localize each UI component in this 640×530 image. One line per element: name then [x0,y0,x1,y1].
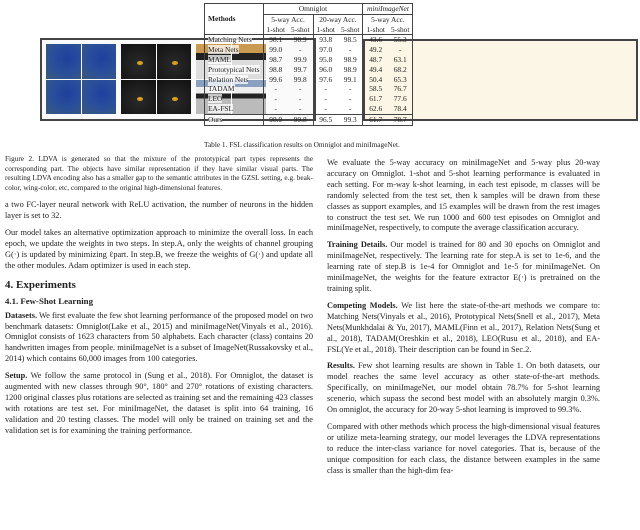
value-cell: 99.0 [269,45,283,55]
value-cell: 98.8 [269,64,283,74]
figure-caption: Figure 2. LDVA is generated so that the mixture of the prototypical part types represents the corresponding part. The objects have similar representation if they have similar visual parts. The resulting LDVA encoding also has a smaller gap to the semantic attributes in the GZSL setting, e.g. beak-color, wing-color, etc, compared to the original high-dimensional features. [5,154,313,192]
method-cell-wrap [205,75,264,85]
table-row [205,55,413,65]
value-cell: 99.8 [288,75,313,85]
method-cell: MAML [208,54,231,64]
value-cell: 76.7 [393,84,407,94]
method-cell-wrap [205,55,264,65]
value-cell: 93.8 [319,35,333,45]
text: We list here the state-of-the-art methods we compare to: Matching Nets(Vinyals et al., 2016), Prototypical Nets(Snell et al., 2017), Meta Nets(Munkhdalai & Yu, 2017), MAML(Finn et al., 2017), Relation Nets(Sung et al., 2018), TADAM(Oreshkin et al., 2018), LEO(Rusu et al., 2018), and EA-FSL(Ye et al., 2018). Their description can be found in Sec.2. [327,300,601,354]
subsection-heading: 4.1. Few-Shot Learning [5,295,93,306]
value-cell: 48.7 [369,54,383,64]
value-cell: 98.1 [269,35,283,45]
value-cell: - [324,103,327,113]
text: We first evaluate the few shot learning performance of the proposed model on two benchmark datasets: Omniglot(Lake et al., 2015) and miniImageNet(Vinyals et al., 2016). Omniglot consists of 1623 characters from 50 alphabets. Each character (class) contains 20 handwritten images from people. miniImageNet is a subset of ImageNet(Russakovsky et al., 2014) which contains 60,000 images from 100 categories. [5,310,313,364]
table-row [205,114,413,125]
value-cell: - [338,45,363,55]
method-cell-wrap [205,45,264,55]
table-row [205,45,413,55]
value-cell: - [324,84,327,94]
method-cell: TADAM [208,84,235,94]
value-cell: 99.1 [338,75,363,85]
run-in-heading: Setup. [5,371,28,381]
value-cell: 98.9 [269,114,283,124]
value-cell: 96.5 [319,114,333,124]
method-cell-wrap [205,114,264,125]
value-cell: 55.3 [393,35,407,45]
omni-5way: 5-way Acc. [263,14,313,24]
method-cell: Ours [208,114,223,124]
value-cell: 58.5 [369,84,383,94]
value-cell: 77.6 [393,94,407,104]
value-cell: - [288,94,313,104]
right-column [327,158,600,482]
value-cell: - [274,84,277,94]
value-cell: 49.2 [369,45,383,55]
value-cell: - [274,94,277,104]
value-cell: 78.7 [393,114,407,124]
value-cell: 99.6 [269,74,283,84]
paragraph-results [327,361,600,416]
method-cell-wrap [205,65,264,75]
paragraph-training [327,240,600,295]
value-cell: 98.9 [338,65,363,75]
table-row [205,104,413,114]
paragraph-competing [327,301,600,356]
value-cell: - [288,45,313,55]
value-cell: 61.7 [369,114,383,124]
left-column [5,154,313,443]
value-cell: - [338,104,363,114]
method-cell-wrap [205,94,264,104]
shot: 1-shot [366,24,385,34]
run-in-heading: Results. [327,361,355,371]
shot: 5-shot [338,25,363,35]
value-cell: 97.0 [319,45,333,55]
bird-image-group-black [121,44,191,114]
mini-5way: 5-way Acc. [371,14,405,24]
text: Our model is trained for 80 and 30 epochs on Omniglot and miniImageNet, respectively. The learning rate for step.A is set to 1e-6, and the learning rate of step.B is 1e-4 for Omniglot and 1e-5 for miniImageNet. On miniImageNet, the weights for the feature extractor E(·) is pretrained on the training split. [327,240,600,293]
method-cell-wrap [205,84,264,94]
method-cell: Relation Nets [208,74,249,84]
value-cell: 98.9 [288,35,313,45]
col-methods: Methods [205,4,264,35]
value-cell: - [288,84,313,94]
table-row [205,75,413,85]
shot: 1-shot [316,24,335,34]
shot: 1-shot [266,24,286,34]
method-cell: Meta Nets [208,45,239,55]
value-cell: - [288,104,313,114]
value-cell: 98.5 [338,35,363,45]
text: We follow the same protocol in (Sung et al., 2018). For Omniglot, the dataset is augmented with new classes through 90°, 180° and 270° rotations of existing characters. 1200 original classes plus rotations are selected as training set and the remaining 423 classes with rotations are test set. For miniImageNet, the dataset is split into 64 training, 16 validation and 20 testing classes. The model will only be trained on training set and the validation set is for examining the training performance. [5,371,313,435]
section-heading: 4. Experiments [5,278,76,291]
table-row [205,65,413,75]
method-cell: Prototypical Nets [208,64,260,74]
value-cell: 50.4 [369,74,383,84]
value-cell: 63.1 [393,54,407,64]
value-cell: 43.6 [369,35,383,45]
method-cell: Matching Nets [208,35,252,45]
value-cell: 61.7 [369,94,383,104]
value-cell: 96.0 [319,64,333,74]
table-caption: Table 1. FSL classification results on Omniglot and miniImageNet. [204,140,400,149]
text: Few shot learning results are shown in Table 1. On both datasets, our model reaches the same level accuracy as other state-of-the-art methods. Specifically, on miniImageNet, our model obtain 78.7% for 5-shot learning scenerio, which supass the second best model with an absolutely margin 0.3%. On omniglot, the accuracy for 20-way 5-shot learning is improved to 99.3%. [327,361,600,415]
run-in-heading: Datasets. [5,310,38,320]
method-cell: LEO [208,94,223,104]
paragraph-setup [5,371,313,436]
results-table [204,3,413,126]
shot: 5-shot [288,25,313,35]
value-cell: 98.7 [269,54,283,64]
shot: 5-shot [390,24,410,34]
value-cell: 99.8 [288,114,313,125]
value-cell: 95.8 [319,54,333,64]
value-cell: 97.6 [319,74,333,84]
value-cell: 98.9 [338,55,363,65]
value-cell: 49.4 [369,64,383,74]
value-cell: 78.4 [393,103,407,113]
bird-image-group-blue [46,44,116,114]
value-cell: 99.9 [288,55,313,65]
table-row [205,94,413,104]
table-row [205,35,413,45]
method-cell-wrap [205,104,264,114]
value-cell: 99.3 [338,114,363,125]
method-cell-wrap [205,35,264,45]
paragraph: Our model takes an alternative optimization approach to minimize the overall loss. In each epoch, we update the weights in two steps. In step.A, only the weights of channel grouping G(·) is updated by minimizing ℓpart. In step.B, we freeze the weights of G(·) and update all the other modules. Adam optimizer is used in each step. [5,228,313,270]
value-cell: - [398,45,402,55]
group-mini: miniImageNet [363,4,413,15]
paragraph: a two FC-layer neural network with ReLU activation, the number of neurons in the hidden layer is set to 32. [5,200,313,221]
value-cell: 99.7 [288,65,313,75]
omni-20way: 20-way Acc. [313,14,363,24]
value-cell: 62.6 [369,103,383,113]
paragraph: Compared with other methods which process the high-dimensional visual features or utilize meta-learning strategy, our model leverages the LDVA representations to reduce the inter-class variance for novel categories. That is, because of the unique composition for each class, the distance between examples in the same class is smaller than the high-dim fea- [327,421,600,475]
run-in-heading: Training Details. [327,240,388,250]
table-row [205,84,413,94]
value-cell: - [338,94,363,104]
value-cell: 68.2 [393,64,407,74]
value-cell: - [274,103,277,113]
run-in-heading: Competing Models. [327,300,398,310]
paragraph: We evaluate the 5-way accuracy on miniImageNet and 5-way plus 20-way accuracy on Omniglot. 1-shot and 5-shot learning performance is evaluated in each setting. For m-way k-shot learning, in each test episode, m classes will be randomly selected from the test set, then k samples will be drawn from these classes as support examples, and 15 examples will be drawn from the rest images to construct the test set. We run 1000 and 600 test episodes on Omniglot and miniImageNet, respectively, to compute the average classification accuracy. [327,158,600,233]
paragraph-datasets [5,311,313,366]
value-cell: - [338,84,363,94]
value-cell: - [324,94,327,104]
method-cell: EA-FSL [208,103,234,113]
value-cell: 65.3 [393,74,407,84]
group-omniglot: Omniglot [263,4,363,15]
